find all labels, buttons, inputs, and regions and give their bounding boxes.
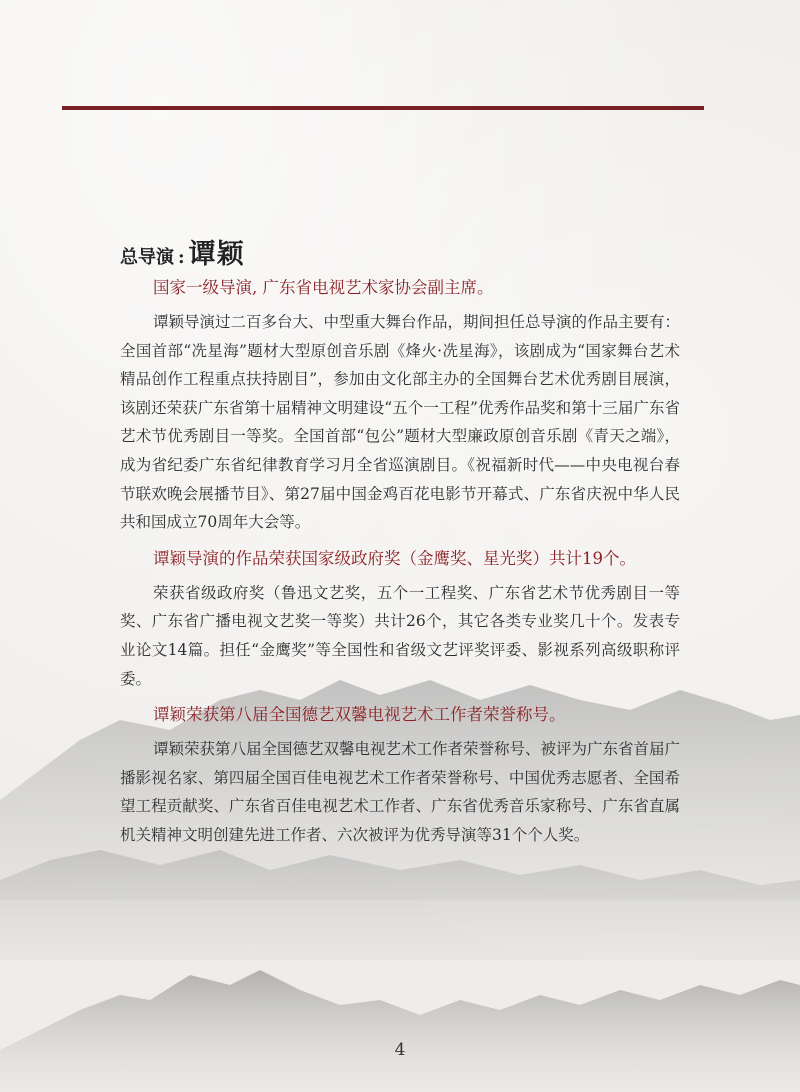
section-1-paragraph: 谭颖导演过二百多台大、中型重大舞台作品，期间担任总导演的作品主要有：全国首部“冼星海”题材大型原创音乐剧《烽火·冼星海》，该剧成为“国家舞台艺术精品创作工程重点扶持剧目”，参加由文化部主办的全国舞台艺术优秀剧目展演，该剧还荣获广东省第十届精神文明建设“五个一工程”优秀作品奖和第十三届广东省艺术节优秀剧目一等奖。全国首部“包公”题材大型廉政原创音乐剧《青天之端》，成为省纪委广东省纪律教育学习月全省巡演剧目。《祝福新时代——中央电视台春节联欢晚会展播节目》、第27届中国金鸡百花电影节开幕式、广东省庆祝中华人民共和国成立70周年大会等。 <box>120 313 681 532</box>
section-2-subhead: 谭颖导演的作品荣获国家级政府奖（金鹰奖、星光奖）共计19个。 <box>153 548 636 568</box>
page-number: 4 <box>394 1040 406 1060</box>
director-heading <box>120 232 245 271</box>
heading-colon: : <box>178 247 185 268</box>
role-label: 总导演 <box>120 247 174 268</box>
section-3-paragraph: 谭颖荣获第八届全国德艺双馨电视艺术工作者荣誉称号、被评为广东省首届广播影视名家、第四届全国百佳电视艺术工作者荣誉称号、中国优秀志愿者、全国希望工程贡献奖、广东省百佳电视艺术工作者、广东省优秀音乐家称号、广东省直属机关精神文明创建先进工作者、六次被评为优秀导演等31个个人奖。 <box>120 740 681 844</box>
top-divider-rule <box>62 106 704 110</box>
biography-content <box>120 276 680 860</box>
director-name: 谭颖 <box>188 239 245 270</box>
section-1-subhead: 国家一级导演, 广东省电视艺术家协会副主席。 <box>153 278 494 297</box>
section-3-subhead: 谭颖荣获第八届全国德艺双馨电视艺术工作者荣誉称号。 <box>153 705 566 725</box>
section-2-paragraph: 荣获省级政府奖（鲁迅文艺奖，五个一工程奖、广东省艺术节优秀剧目一等奖、广东省广播电视文艺奖一等奖）共计26个，其它各类专业奖几十个。发表专业论文14篇。担任“金鹰奖”等全国性和省级文艺评奖评委、影视系列高级职称评委。 <box>120 583 680 688</box>
